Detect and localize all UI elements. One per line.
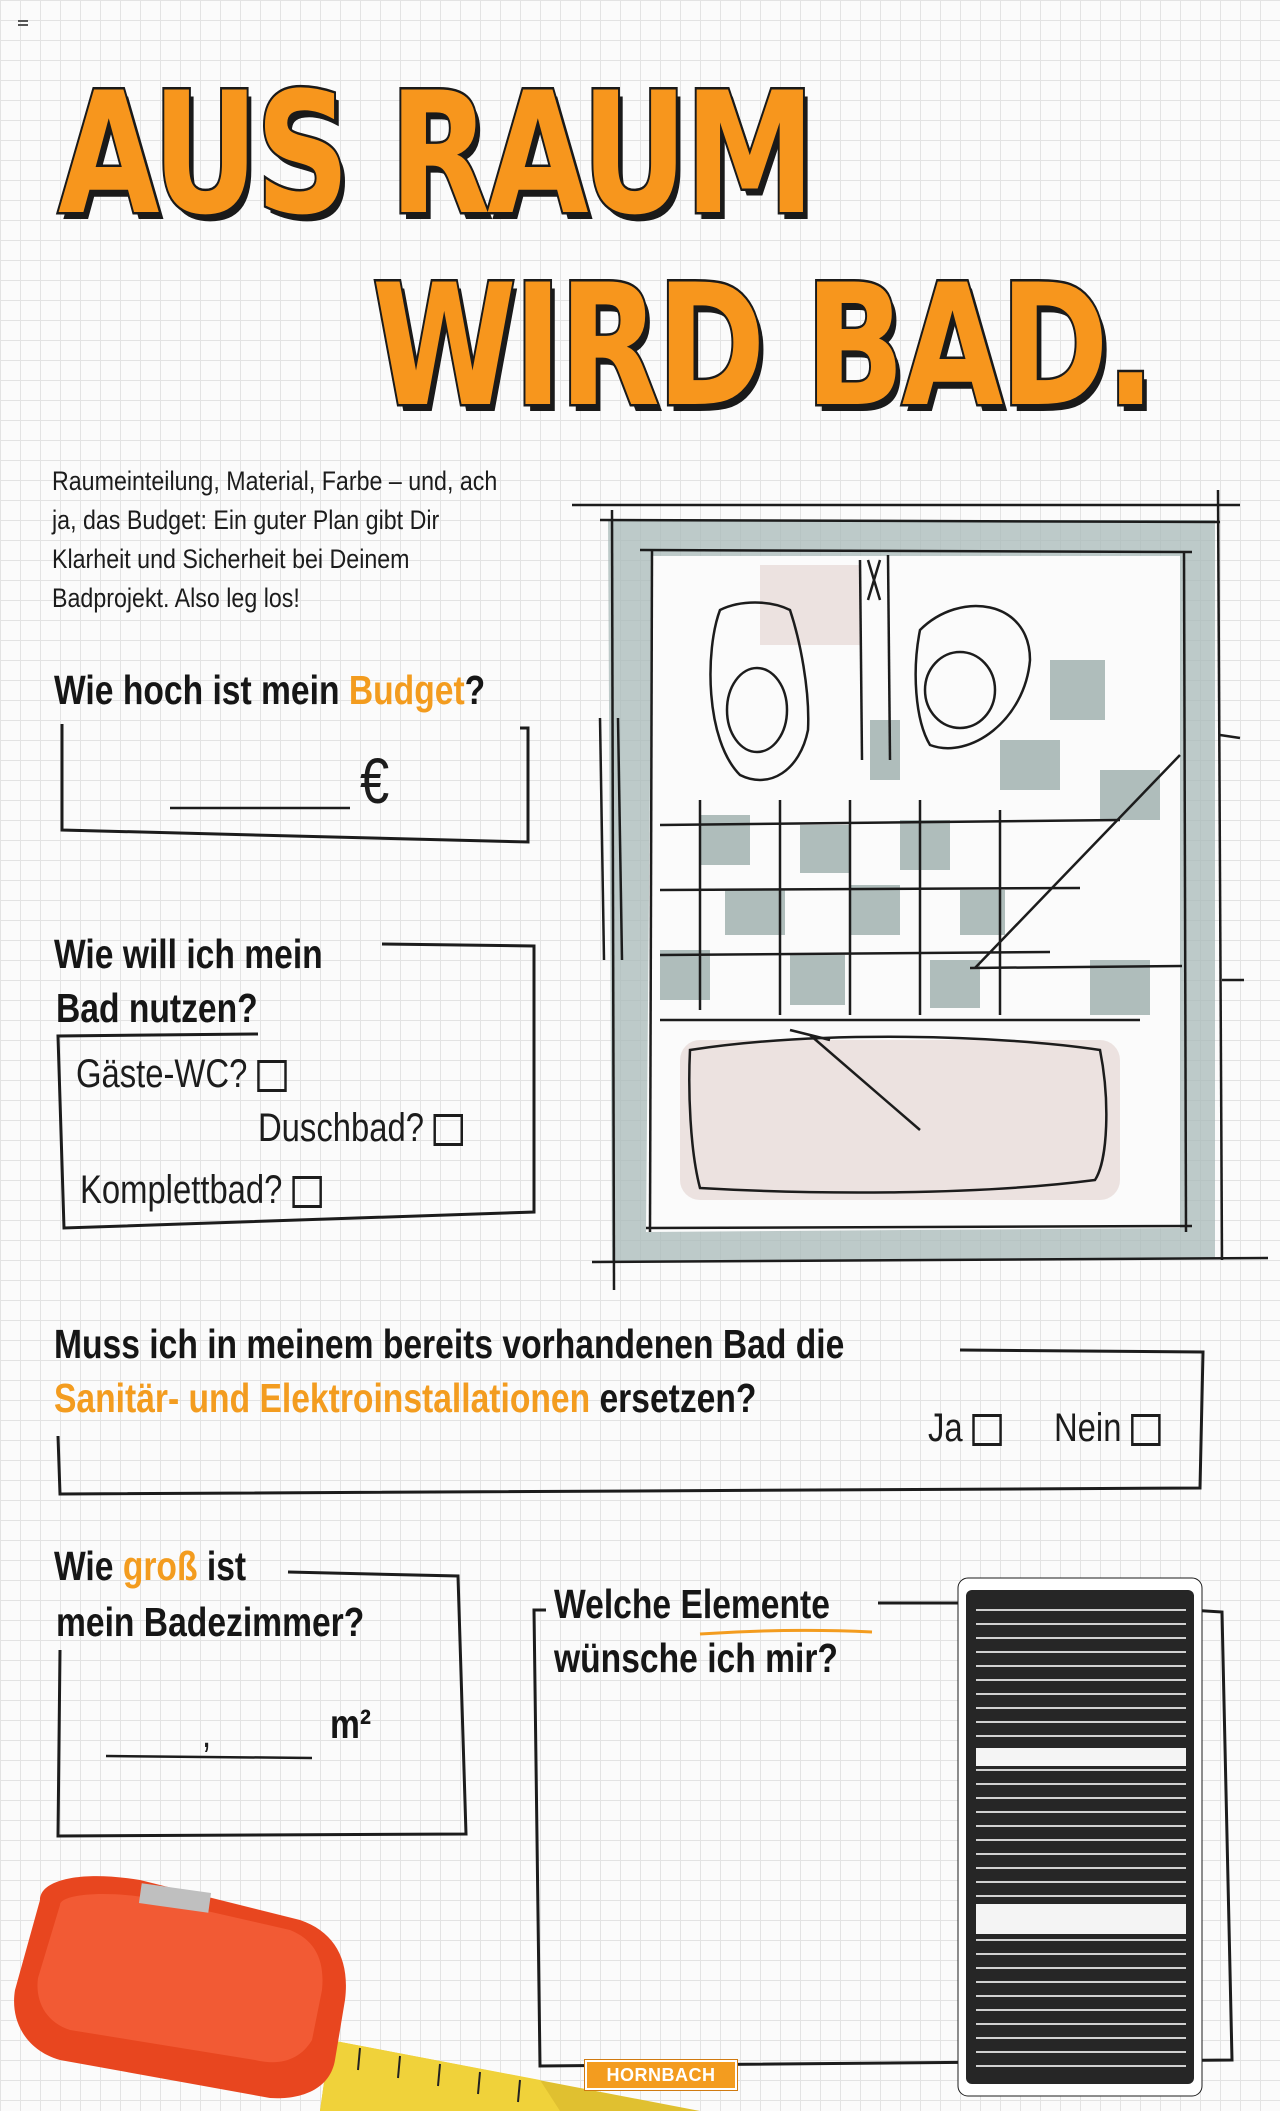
elements-input-area[interactable] [550, 1700, 950, 2050]
size-unit: m² [330, 1701, 372, 1747]
option-nein[interactable] [1054, 1406, 1161, 1451]
headline-line-2: WIRD BAD. [372, 248, 1153, 444]
hornbach-logo: HORNBACH [585, 2060, 737, 2090]
size-input[interactable] [106, 1704, 312, 1756]
option-duschbad[interactable] [258, 1106, 463, 1151]
budget-input[interactable] [170, 752, 350, 808]
usage-question-line-2: Bad nutzen? [56, 985, 258, 1031]
option-gaeste-wc-label: Gäste-WC? [76, 1052, 248, 1096]
intro-text: Raumeinteilung, Material, Farbe – und, ach ja, das Budget: Ein guter Plan gibt Dir Klarheit und Sicherheit bei Deinem Badprojekt. Also leg los! [52, 466, 498, 613]
floorplan-illustration [572, 490, 1268, 1290]
elements-question-line-2: wünsche ich mir? [554, 1635, 838, 1681]
size-question-line-2: mein Badezimmer? [56, 1599, 365, 1645]
checkbox-duschbad[interactable] [434, 1114, 464, 1146]
headline-line-1: AUS RAUM [58, 56, 812, 252]
installations-question-line-1: Muss ich in meinem bereits vorhandenen Bad die [54, 1321, 845, 1367]
installations-question-line-2: Sanitär- und Elektroinstallationen ersetzen? [54, 1375, 757, 1421]
elements-question-line-1: Welche Elemente [554, 1581, 830, 1627]
checkbox-gaeste-wc[interactable] [257, 1060, 287, 1092]
checkbox-ja[interactable] [972, 1414, 1002, 1446]
option-ja[interactable] [928, 1406, 1002, 1451]
option-nein-label: Nein [1054, 1406, 1122, 1450]
option-komplettbad[interactable] [80, 1168, 322, 1213]
option-gaeste-wc[interactable] [76, 1052, 287, 1097]
checkbox-nein[interactable] [1131, 1414, 1161, 1446]
size-question-line-1: Wie groß ist [54, 1543, 247, 1589]
budget-question: Wie hoch ist mein Budget? [54, 667, 486, 713]
option-ja-label: Ja [928, 1406, 963, 1450]
radiator-illustration [958, 1578, 1202, 2096]
checkbox-komplettbad[interactable] [292, 1176, 322, 1208]
size-comma: , [202, 1712, 212, 1756]
option-duschbad-label: Duschbad? [258, 1106, 424, 1150]
option-komplettbad-label: Komplettbad? [80, 1168, 283, 1212]
budget-currency: € [360, 745, 390, 817]
usage-question-line-1: Wie will ich mein [54, 931, 323, 977]
